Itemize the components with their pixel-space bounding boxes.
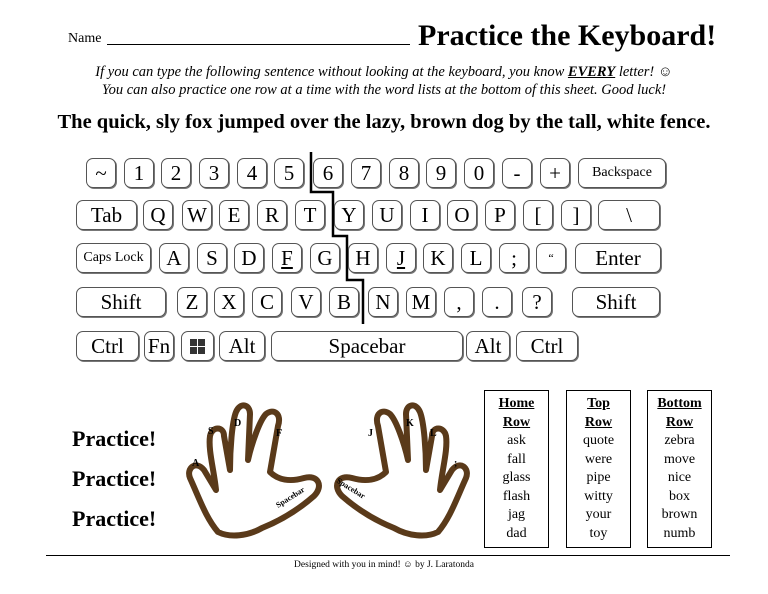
word-list-bottom-row: [647, 390, 712, 548]
key-c: C: [252, 287, 282, 317]
finger-label: F: [276, 428, 283, 439]
key-6: 6: [313, 158, 343, 188]
key-k: K: [423, 243, 453, 273]
key-5: 5: [274, 158, 304, 188]
word-list-item: dad: [506, 525, 527, 541]
key-q: Q: [143, 200, 173, 230]
finger-label: D: [234, 418, 242, 429]
word-list-item: witty: [584, 488, 613, 504]
key-8: 8: [389, 158, 419, 188]
key-m: M: [406, 287, 436, 317]
word-list-item: zebra: [664, 433, 695, 448]
word-list-item: pipe: [586, 470, 611, 485]
intro-line-1: If you can type the following sentence without looking at the keyboard, you know EVERY letter! ☺: [95, 64, 673, 80]
key-symbol: \: [598, 200, 660, 230]
key-shift: Shift: [572, 287, 660, 317]
practice-sentence: The quick, sly fox jumped over the lazy, brown dog by the tall, white fence.: [57, 111, 711, 133]
word-list-item: box: [669, 488, 690, 504]
key-z: Z: [177, 287, 207, 317]
key-ctrl: Ctrl: [76, 331, 139, 361]
key-n: N: [368, 287, 398, 317]
key-symbol: -: [502, 158, 532, 188]
finger-label: A: [192, 458, 200, 469]
key-a: A: [159, 243, 189, 273]
key-symbol: ~: [86, 158, 116, 188]
windows-icon: [190, 339, 205, 354]
finger-label: ;: [454, 458, 458, 469]
finger-label: S: [208, 426, 214, 437]
key-fn: Fn: [144, 331, 174, 361]
key-backspace: Backspace: [578, 158, 666, 188]
key-g: G: [310, 243, 340, 273]
finger-label: K: [406, 418, 414, 429]
page-title: Practice the Keyboard!: [418, 19, 717, 52]
word-list-item: brown: [661, 507, 698, 522]
thumb-label-left: Spacebar: [274, 485, 307, 510]
name-label: Name: [68, 31, 102, 46]
key-caps-lock: Caps Lock: [76, 243, 151, 273]
key-b: B: [329, 287, 359, 317]
thumb-label-right: Spacebar: [334, 476, 367, 501]
key-1: 1: [124, 158, 154, 188]
word-list-item: numb: [663, 525, 696, 541]
hands-illustration: [178, 400, 478, 540]
key-alt: Alt: [219, 331, 265, 361]
key-j: J: [386, 243, 416, 273]
key-symbol: ,: [444, 287, 474, 317]
key-9: 9: [426, 158, 456, 188]
key-4: 4: [237, 158, 267, 188]
word-list-heading: Row: [584, 414, 613, 430]
practice-label: Practice!: [72, 506, 157, 531]
key-f: F: [272, 243, 302, 273]
word-list-item: nice: [667, 470, 692, 485]
finger-label: L: [430, 428, 437, 439]
key-enter: Enter: [575, 243, 661, 273]
key-symbol: .: [482, 287, 512, 317]
key-ctrl: Ctrl: [516, 331, 578, 361]
word-list-item: were: [584, 451, 613, 467]
word-list-item: fall: [507, 451, 526, 467]
key-symbol: +: [540, 158, 570, 188]
key-x: X: [214, 287, 244, 317]
intro-emphasis: EVERY: [567, 64, 616, 80]
key-u: U: [372, 200, 402, 230]
word-list-item: your: [585, 507, 612, 522]
word-list-item: toy: [589, 525, 608, 541]
word-list-item: jag: [507, 507, 526, 522]
key-e: E: [219, 200, 249, 230]
key-symbol: ;: [499, 243, 529, 273]
key-r: R: [257, 200, 287, 230]
key-2: 2: [161, 158, 191, 188]
word-list-heading: Row: [665, 414, 694, 430]
key-h: H: [348, 243, 378, 273]
key-p: P: [485, 200, 515, 230]
word-list-item: ask: [507, 433, 526, 448]
word-list-item: glass: [502, 470, 531, 485]
key-alt: Alt: [466, 331, 510, 361]
windows-key: [181, 331, 214, 361]
word-list-heading: Row: [502, 414, 531, 430]
word-list-heading: Home: [498, 396, 535, 411]
key-shift: Shift: [76, 287, 166, 317]
key-w: W: [182, 200, 212, 230]
key-s: S: [197, 243, 227, 273]
key-tab: Tab: [76, 200, 137, 230]
key-symbol: ?: [522, 287, 552, 317]
name-line: [107, 44, 410, 45]
word-list-item: quote: [582, 433, 615, 448]
word-list-home-row: [484, 390, 549, 548]
word-list-heading: Top: [587, 396, 610, 411]
key-7: 7: [351, 158, 381, 188]
footer-credit: Designed with you in mind! ☺ by J. Laratonda: [294, 560, 474, 570]
key-symbol: [: [523, 200, 553, 230]
keyboard-diagram: [0, 150, 768, 370]
word-list-item: move: [663, 451, 696, 467]
key-t: T: [295, 200, 325, 230]
intro-line-2: You can also practice one row at a time with the word lists at the bottom of this sheet. Good luck!: [101, 82, 667, 98]
finger-label: J: [368, 428, 373, 439]
key-symbol: “: [536, 243, 566, 273]
word-list-top-row: [566, 390, 631, 548]
footer-rule: [46, 555, 730, 556]
key-y: Y: [334, 200, 364, 230]
practice-label: Practice!: [72, 466, 157, 491]
key-symbol: ]: [561, 200, 591, 230]
key-d: D: [234, 243, 264, 273]
key-0: 0: [464, 158, 494, 188]
word-list-item: flash: [502, 488, 531, 504]
key-o: O: [447, 200, 477, 230]
practice-label: Practice!: [72, 426, 157, 451]
key-v: V: [291, 287, 321, 317]
key-3: 3: [199, 158, 229, 188]
key-l: L: [461, 243, 491, 273]
key-spacebar: Spacebar: [271, 331, 463, 361]
word-list-heading: Bottom: [657, 396, 702, 411]
key-i: I: [410, 200, 440, 230]
